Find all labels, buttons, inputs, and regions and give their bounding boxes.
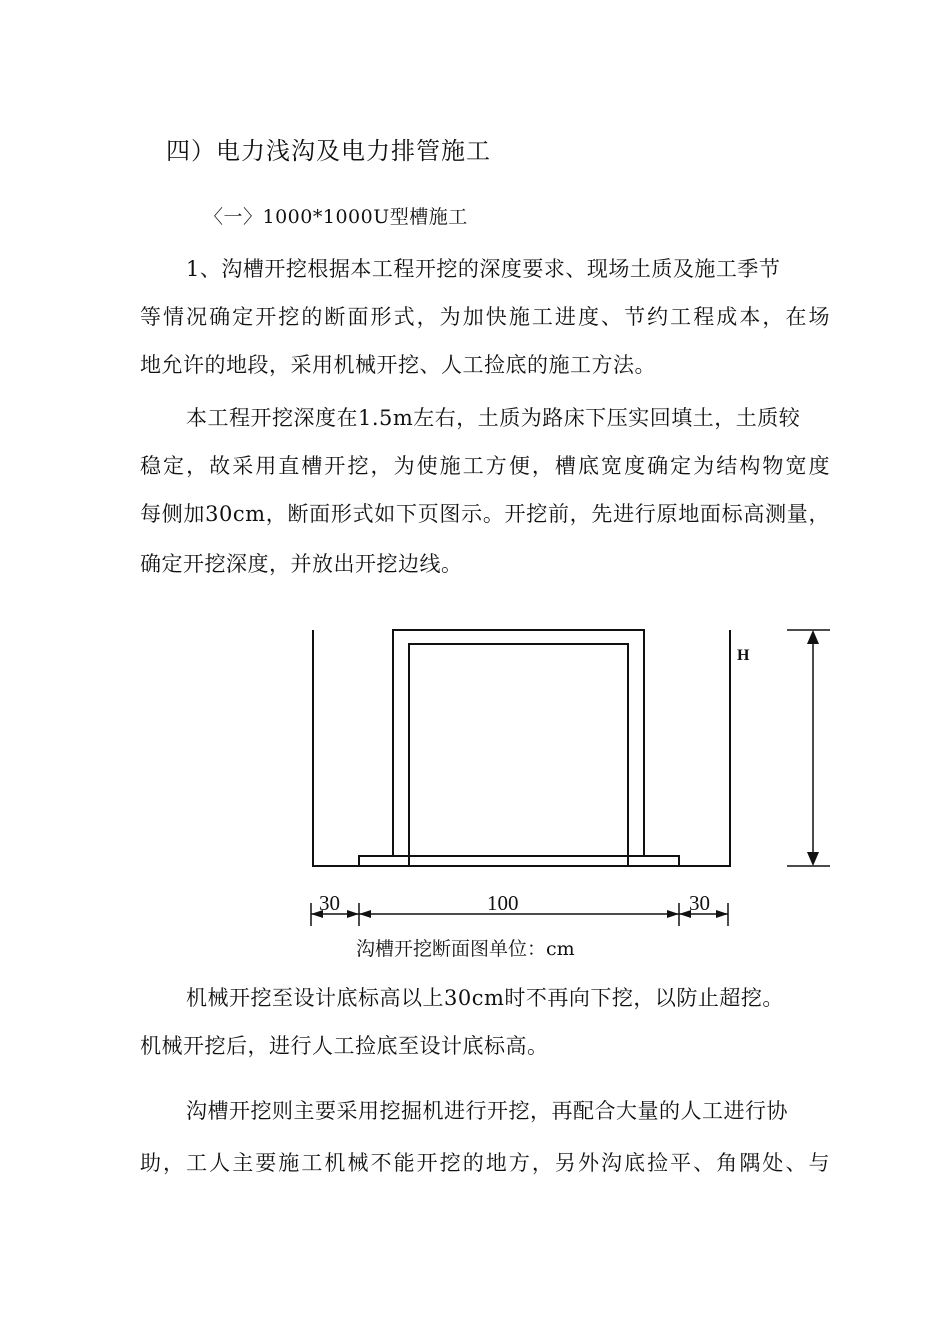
height-label: H (737, 647, 750, 664)
paragraph-1-line-2: 等情况确定开挖的断面形式，为加快施工进度、节约工程成本，在场 (140, 305, 830, 329)
subsection-heading: 〈一〉1000*1000U型槽施工 (204, 206, 468, 228)
paragraph-2-line-3: 每侧加30cm，断面形式如下页图示。开挖前，先进行原地面标高测量， (140, 502, 830, 526)
dim-middle-label: 100 (487, 891, 519, 915)
figure-caption: 沟槽开挖断面图单位：cm (356, 938, 575, 960)
u-channel-base (359, 856, 409, 866)
paragraph-1-line-3: 地允许的地段，采用机械开挖、人工捡底的施工方法。 (140, 353, 656, 377)
trench-outline (313, 630, 730, 866)
section-heading: 四）电力浅沟及电力排管施工 (166, 137, 491, 165)
dim-left-label: 30 (319, 891, 340, 915)
paragraph-2-line-1: 本工程开挖深度在1.5m左右，土质为路床下压实回填土，土质较 (186, 406, 801, 430)
paragraph-3-line-1: 机械开挖至设计底标高以上30cm时不再向下挖，以防止超挖。 (186, 986, 784, 1010)
paragraph-4-line-1: 沟槽开挖则主要采用挖掘机进行开挖，再配合大量的人工进行协 (186, 1099, 788, 1123)
paragraph-2-line-4: 确定开挖深度，并放出开挖边线。 (140, 552, 463, 576)
u-channel-outer (393, 630, 644, 856)
arrow-down-icon (807, 852, 819, 866)
dim-right-label: 30 (689, 891, 710, 915)
trench-cross-section-diagram (0, 620, 950, 960)
paragraph-3-line-2: 机械开挖后，进行人工捡底至设计底标高。 (140, 1034, 549, 1058)
paragraph-2-line-2: 稳定，故采用直槽开挖，为使施工方便，槽底宽度确定为结构物宽度 (140, 454, 830, 478)
u-channel-inner (409, 644, 628, 856)
paragraph-1-line-1: 1、沟槽开挖根据本工程开挖的深度要求、现场土质及施工季节 (186, 257, 781, 281)
paragraph-4-line-2: 助，工人主要施工机械不能开挖的地方，另外沟底捡平、角隅处、与 (140, 1151, 830, 1175)
arrow-up-icon (807, 630, 819, 644)
